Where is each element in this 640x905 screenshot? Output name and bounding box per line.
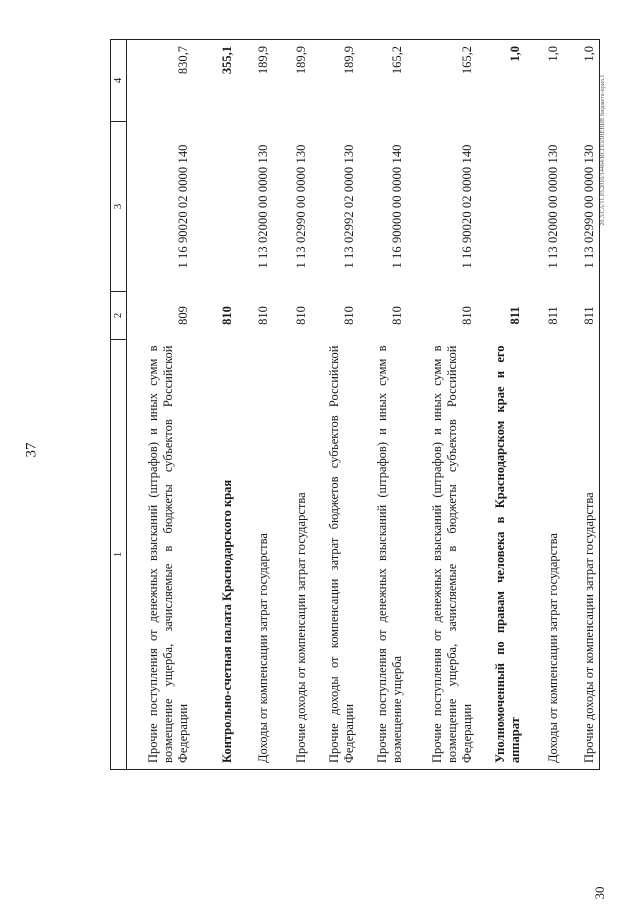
row-admin-code: 809: [176, 306, 190, 325]
header-col-1: 1: [111, 340, 127, 770]
document-footer-code: 20.3/СА/11.03.2016/14464/ИСПОЛНЕНИЕ бюджета-прил.1: [600, 74, 606, 226]
row-amount: 1,0: [563, 40, 600, 122]
row-budget-code: 1 13 02000 00 0000 130: [256, 144, 270, 269]
table-row: [237, 40, 273, 770]
row-amount: 830,7: [127, 40, 194, 122]
page-number: 37: [23, 442, 40, 458]
row-amount: 165,2: [407, 40, 477, 122]
row-amount: 355,1: [193, 40, 237, 122]
row-name: Прочие доходы от компенсации затрат государства: [563, 340, 600, 770]
table-row: [127, 40, 194, 770]
table-row: [563, 40, 600, 770]
row-admin-code: 811: [546, 306, 560, 325]
row-admin-code: 810: [256, 306, 270, 325]
row-name: Прочие доходы от компенсации затрат государства: [273, 340, 311, 770]
row-admin-code: 810: [220, 306, 234, 325]
table-row: [311, 40, 359, 770]
row-name: Прочие поступления от денежных взысканий (штрафов) и иных сумм в возмещение ущерба: [359, 340, 407, 770]
row-admin-code: 810: [390, 306, 404, 325]
table-row: [359, 40, 407, 770]
table-row: [477, 40, 525, 770]
row-admin-code: 811: [563, 292, 600, 340]
row-budget-code: 1 13 02000 00 0000 130: [546, 144, 560, 269]
row-amount: 1,0: [477, 40, 525, 122]
row-budget-code: [477, 122, 525, 292]
row-admin-code: 810: [460, 306, 474, 325]
table-row: [525, 40, 563, 770]
row-name: Прочие поступления от денежных взысканий (штрафов) и иных сумм в возмещение ущерба, зачисляемые в бюджеты субъектов Российской Федерации: [127, 340, 194, 770]
table-row: [407, 40, 477, 770]
row-admin-code: 810: [342, 306, 356, 325]
row-name: Доходы от компенсации затрат государства: [237, 340, 273, 770]
row-amount: 189,9: [237, 40, 273, 122]
corner-page-number: 30: [592, 886, 607, 900]
row-budget-code: 1 16 90020 02 0000 140: [176, 144, 190, 269]
table-header-row: [111, 40, 127, 770]
table-row: [273, 40, 311, 770]
row-name: Прочие поступления от денежных взысканий (штрафов) и иных сумм в возмещение ущерба, зачисляемые в бюджеты субъектов Российской Федерации: [407, 340, 477, 770]
revenue-table-sheet: [110, 40, 596, 770]
row-name: Доходы от компенсации затрат государства: [525, 340, 563, 770]
row-admin-code: 810: [294, 306, 308, 325]
row-budget-code: 1 13 02990 00 0000 130: [294, 144, 308, 269]
row-admin-code: 811: [508, 306, 522, 325]
row-amount: 189,9: [273, 40, 311, 122]
row-name: Уполномоченный по правам человека в Краснодарском крае и его аппарат: [477, 340, 525, 770]
header-col-4: 4: [111, 40, 127, 122]
table-row: [193, 40, 237, 770]
row-amount: 189,9: [311, 40, 359, 122]
header-col-2: 2: [111, 292, 127, 340]
row-name: Прочие доходы от компенсации затрат бюджетов субъектов Российской Федерации: [311, 340, 359, 770]
row-budget-code: 1 13 02992 02 0000 130: [342, 144, 356, 269]
row-budget-code: [193, 122, 237, 292]
revenue-table: [110, 39, 600, 770]
row-budget-code: 1 13 02990 00 0000 130: [563, 122, 600, 292]
row-budget-code: 1 16 90000 00 0000 140: [390, 144, 404, 269]
row-name: Контрольно-счетная палата Краснодарского края: [193, 340, 237, 770]
row-amount: 1,0: [525, 40, 563, 122]
header-col-3: 3: [111, 122, 127, 292]
row-budget-code: 1 16 90020 02 0000 140: [460, 144, 474, 269]
row-amount: 165,2: [359, 40, 407, 122]
